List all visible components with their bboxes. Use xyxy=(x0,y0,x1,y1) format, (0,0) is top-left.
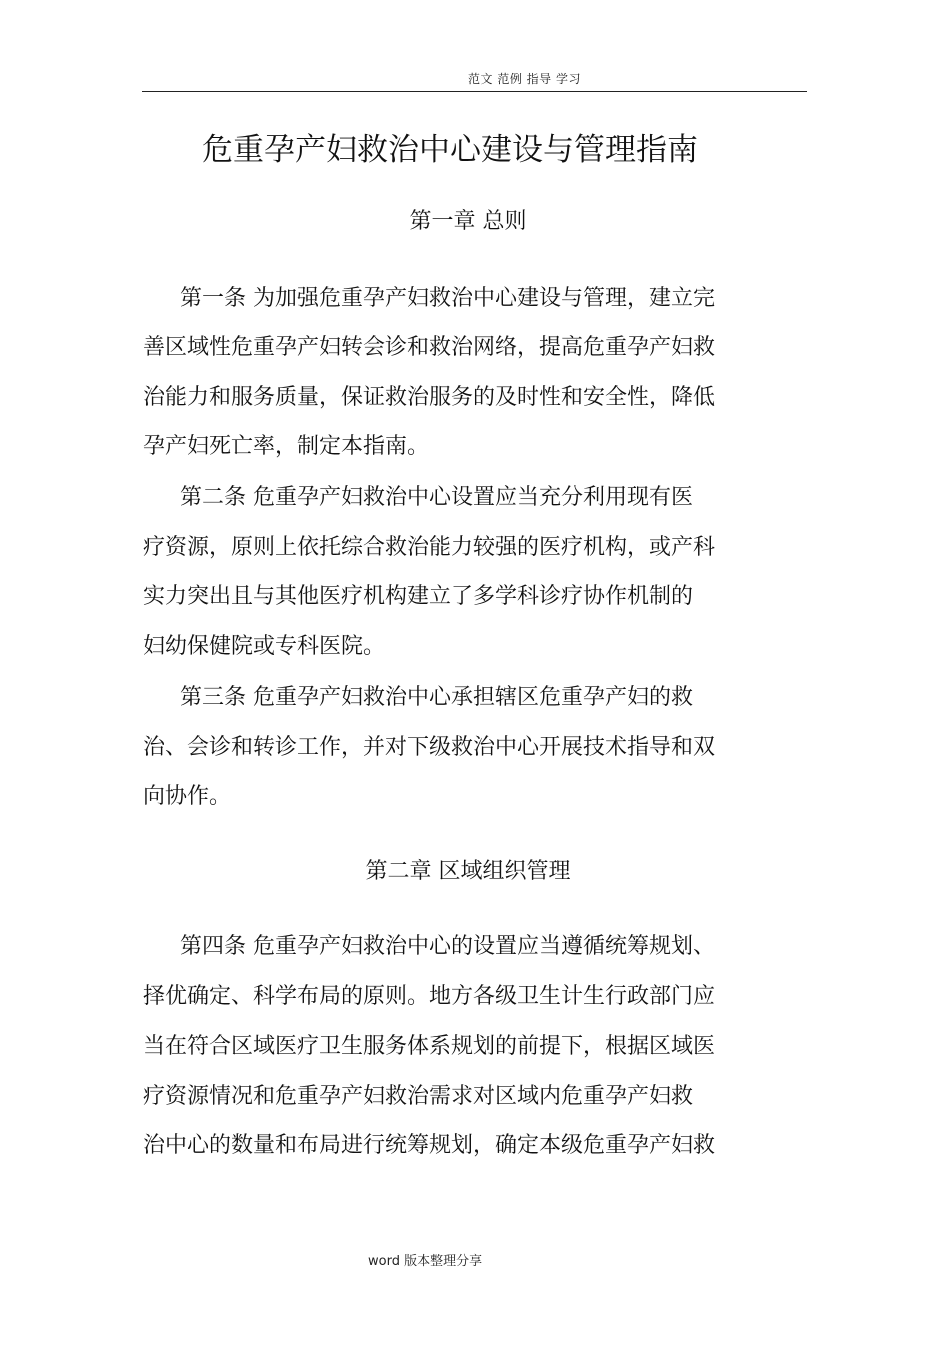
text-line: 第三条 危重孕产妇救治中心承担辖区危重孕产妇的救 xyxy=(180,685,693,710)
header-text: 范文 范例 指导 学习 xyxy=(468,72,581,86)
text-line: 治能力和服务质量，保证救治服务的及时性和安全性，降低 xyxy=(143,385,716,410)
text-line: 妇幼保健院或专科医院。 xyxy=(143,634,386,659)
text-line: 疗资源，原则上依托综合救治能力较强的医疗机构，或产科 xyxy=(143,535,716,560)
text-line: 治、会诊和转诊工作，并对下级救治中心开展技术指导和双 xyxy=(143,735,716,760)
text-line: 择优确定、科学布局的原则。地方各级卫生计生行政部门应 xyxy=(143,984,716,1009)
header-divider xyxy=(142,91,807,92)
page-footer: word 版本整理分享 xyxy=(368,1254,483,1269)
document-title: 危重孕产妇救治中心建设与管理指南 xyxy=(202,132,698,168)
text-line: 第一条 为加强危重孕产妇救治中心建设与管理，建立完 xyxy=(180,286,715,311)
text-line: 疗资源情况和危重孕产妇救治需求对区域内危重孕产妇救 xyxy=(143,1084,694,1109)
text-line: 善区域性危重孕产妇转会诊和救治网络，提高危重孕产妇救 xyxy=(143,335,716,360)
text-line: 实力突出且与其他医疗机构建立了多学科诊疗协作机制的 xyxy=(143,584,694,609)
text-line: 当在符合区域医疗卫生服务体系规划的前提下，根据区域医 xyxy=(143,1034,716,1059)
text-line: 向协作。 xyxy=(143,784,232,809)
text-line: 第二条 危重孕产妇救治中心设置应当充分利用现有医 xyxy=(180,485,693,510)
text-line: 孕产妇死亡率，制定本指南。 xyxy=(143,434,430,459)
chapter-heading: 第二章 区域组织管理 xyxy=(365,859,571,884)
text-line: 第四条 危重孕产妇救治中心的设置应当遵循统筹规划、 xyxy=(180,934,715,959)
chapter-heading: 第一章 总则 xyxy=(409,209,527,234)
text-line: 治中心的数量和布局进行统筹规划，确定本级危重孕产妇救 xyxy=(143,1133,716,1158)
